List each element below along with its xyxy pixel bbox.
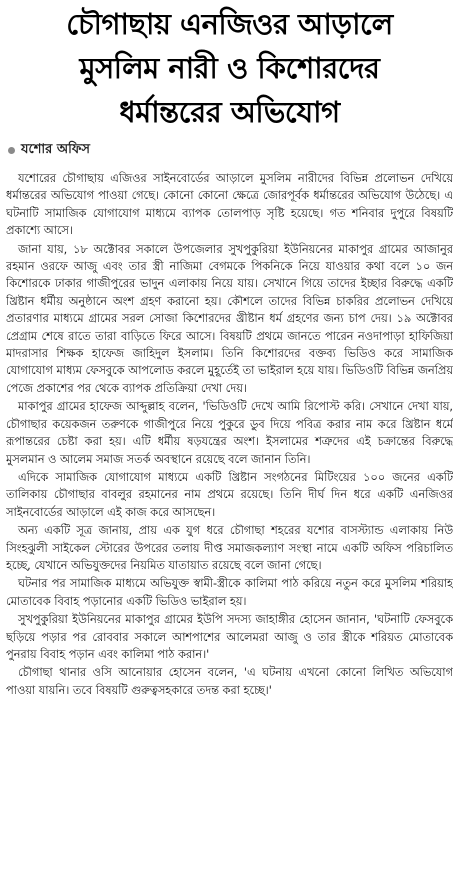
article-paragraph: চৌগাছা থানার ওসি আনোয়ার হোসেন বলেন, 'এ ঘটনায় এখনো কোনো লিখিত অভিযোগ পাওয়া যায়নি। তবে বিষয়টি গুরুত্বসহকারে তদন্ত করা হচ্ছে।': [6, 666, 453, 697]
bullet-icon: [8, 147, 15, 154]
headline: [0, 0, 459, 134]
headline-line-1: চৌগাছায় এনজিওর আড়ালে: [66, 7, 393, 41]
article-body: [6, 170, 453, 872]
article-paragraph: মাকাপুর গ্রামের হাফেজ আব্দুল্লাহ বলেন, 'ভিডিওটি দেখে আমি রিপোস্ট করি। সেখানে দেখা যায়, চৌগাছার কয়েকজন তরুণকে গাজীপুরে নিয়ে পুকুরে ডুব দিয়ে পবিত্র করার নাম করে খ্রিষ্টান ধর্মে রূপান্তরের চেষ্টা করা হয়। এটি ধর্মীয় ষড়যন্ত্রের অংশ। ইসলামের শত্রুদের এই চক্রান্তের বিরুদ্ধে মুসলমান ও আলেম সমাজ সতর্ক অবস্থানে রয়েছে বলে জানান তিনি।: [6, 400, 453, 466]
article-paragraph: এদিকে সামাজিক যোগাযোগ মাধ্যমে একটি খ্রিষ্টান সংগঠনের মিটিংয়ের ১০০ জনের একটি তালিকায় চৌগাছার বাবলুর রহমানের নাম প্রথমে রয়েছে। তিনি দীর্ঘ দিন ধরে একটি এনজিওর সাইনবোর্ডের আড়ালে এই কাজ করে আসছেন।: [6, 470, 453, 519]
byline-text: যশোর অফিস: [21, 142, 90, 157]
article-paragraph: জানা যায়, ১৮ অক্টোবর সকালে উপজেলার সুখপুকুরিয়া ইউনিয়নের মাকাপুর গ্রামের আজানুর রহমান ওরফে আজু এবং তার স্ত্রী নাজিমা বেগমকে পিকনিকে নিয়ে যাওয়ার কথা বলে ১০ জন কিশোরকে ঢাকার গাজীপুরের ভাদুন এলাকায় নিয়ে যায়। সেখানে গিয়ে তাদের ইচ্ছার বিরুদ্ধে একটি খ্রিষ্টান ধর্মীয় অনুষ্ঠানে অংশ গ্রহণ করানো হয়। কৌশলে তাদের বিভিন্ন চাকরির প্রলোভন দেখিয়ে প্রতারণার মাধ্যমে গ্রামের সরল সোজা কিশোরদের খ্রীষ্টান ধর্ম গ্রহণের জন্য চাপ দেয়। ১৯ অক্টোবর প্রেগ্রাম শেষে রাতে তারা বাড়িতে ফিরে আসে। বিষয়টি প্রথমে জানতে পারেন নওদাপাড়া হাফিজিয়া মাদরাসার শিক্ষক হাফেজ জাহিদুল ইসলাম। তিনি কিশোরদের বক্তব্য ভিডিও করে সামাজিক যোগাযোগ মাধ্যম ফেসবুকে আপলোড করলে মুহূর্তেই তা ভাইরাল হয়ে যায়। ভিডিওটি বিভিন্ন জনপ্রিয় পেজে প্রকাশের পর থেকে ব্যাপক প্রতিক্রিয়া দেখা দেয়।: [6, 242, 453, 395]
article-paragraph: অন্য একটি সূত্র জানায়, প্রায় এক যুগ ধরে চৌগাছা শহরের যশোর বাসস্ট্যান্ড এলাকায় নিউ সিংহঝুলী সাইকেল স্টোরের উপরের তলায় দীপ্ত সমাজকল্যাণ সংস্থা নামে একটি অফিস পরিচালিত হচ্ছে, যেখানে অভিযুক্তদের নিয়মিত যাতায়াত রয়েছে বলে জানা গেছে।: [6, 524, 453, 572]
article-paragraph: ঘটনার পর সামাজিক মাধ্যমে অভিযুক্ত স্বামী-স্ত্রীকে কালিমা পাঠ করিয়ে নতুন করে মুসলিম শরিয়াহ মোতাবেক বিবাহ পড়ানোর একটি ভিডিও ভাইরাল হয়।: [6, 577, 453, 608]
headline-line-2: মুসলিম নারী ও কিশোরদের: [79, 51, 380, 85]
article-paragraph: সুখপুকুরিয়া ইউনিয়নের মাকাপুর গ্রামের ইউপি সদস্য জাহাঙ্গীর হোসেন জানান, 'ঘটনাটি ফেসবুকে ছড়িয়ে পড়ার পর রোববার সকালে আশপাশের আলেমরা আজু ও তার স্ত্রীকে শরিয়ত মোতাবেক পুনরায় বিবাহ পড়ান এবং কালিমা পাঠ করান।': [6, 613, 453, 661]
headline-line-3: ধর্মান্তরের অভিযোগ: [119, 95, 340, 129]
byline: [8, 140, 451, 161]
article-paragraph: যশোরের চৌগাছায় এজিওর সাইনবোর্ডের আড়ালে মুসলিম নারীদের বিভিন্ন প্রলোভন দেখিয়ে ধর্মান্তরের অভিযোগ পাওয়া গেছে। কোনো কোনো ক্ষেত্রে জোরপূর্বক ধর্মান্তরের অভিযোগ উঠেছে। এ ঘটনাটি সামাজিক যোগাযোগ মাধ্যমে ব্যাপক তোলপাড় সৃষ্টি হয়েছে। গত শনিবার দুপুরে বিষয়টি প্রকাশ্যে আসে।: [6, 172, 453, 238]
